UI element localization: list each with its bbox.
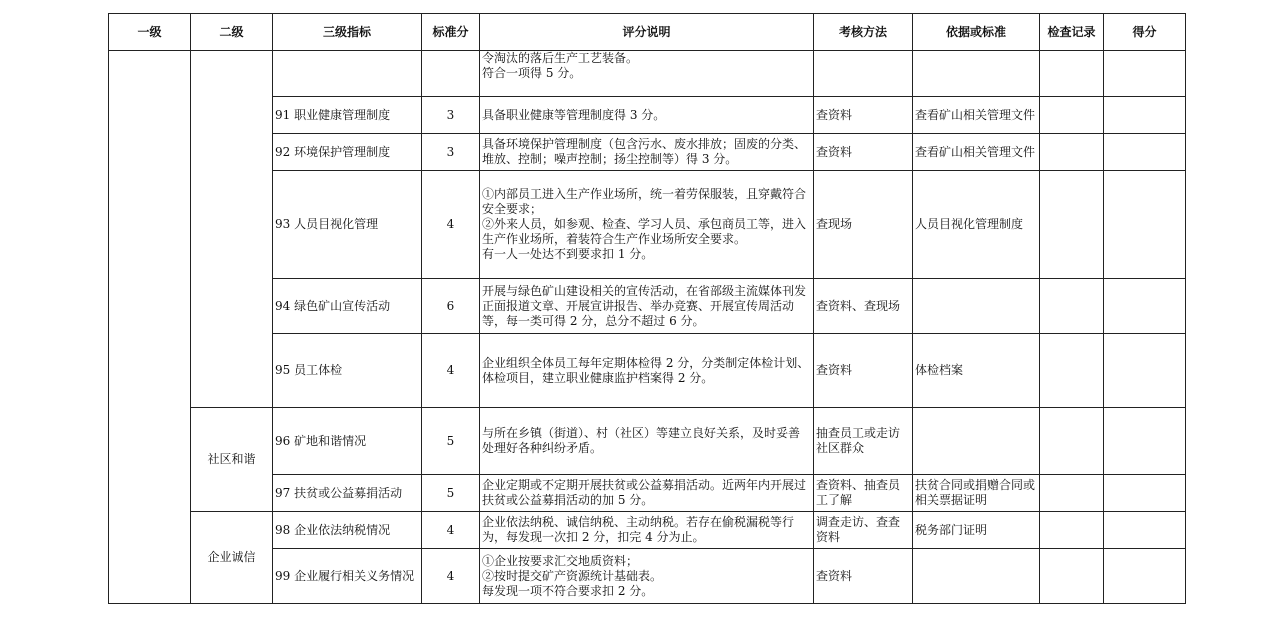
check-record-cell[interactable] — [1040, 279, 1104, 334]
level1-cell — [109, 51, 191, 604]
score-cell: 4 — [422, 549, 480, 604]
table-row — [109, 512, 1186, 549]
indicator-cell: 97 扶贫或公益募捐活动 — [273, 475, 422, 512]
description-cell: ①企业按要求汇交地质资料； ②按时提交矿产资源统计基础表。 每发现一项不符合要求扣 2 分。 — [480, 549, 814, 604]
score-result-cell[interactable] — [1104, 97, 1186, 134]
method-cell: 查资料 — [814, 334, 913, 408]
score-cell: 6 — [422, 279, 480, 334]
header-level3-indicator: 三级指标 — [273, 14, 422, 51]
score-result-cell[interactable] — [1104, 549, 1186, 604]
score-result-cell[interactable] — [1104, 171, 1186, 279]
header-level2: 二级 — [191, 14, 273, 51]
check-record-cell[interactable] — [1040, 171, 1104, 279]
basis-cell: 查看矿山相关管理文件 — [913, 134, 1040, 171]
header-basis: 依据或标准 — [913, 14, 1040, 51]
method-cell: 查资料 — [814, 134, 913, 171]
check-record-cell[interactable] — [1040, 408, 1104, 475]
score-cell: 4 — [422, 512, 480, 549]
score-result-cell[interactable] — [1104, 51, 1186, 97]
check-record-cell[interactable] — [1040, 512, 1104, 549]
basis-cell: 体检档案 — [913, 334, 1040, 408]
basis-cell — [913, 51, 1040, 97]
method-cell: 查资料、抽查员工了解 — [814, 475, 913, 512]
score-cell: 5 — [422, 408, 480, 475]
header-score: 得分 — [1104, 14, 1186, 51]
check-record-cell[interactable] — [1040, 97, 1104, 134]
basis-cell: 人员目视化管理制度 — [913, 171, 1040, 279]
method-cell: 查资料 — [814, 97, 913, 134]
indicator-cell: 98 企业依法纳税情况 — [273, 512, 422, 549]
header-description: 评分说明 — [480, 14, 814, 51]
score-result-cell[interactable] — [1104, 512, 1186, 549]
indicator-cell: 94 绿色矿山宣传活动 — [273, 279, 422, 334]
table-row — [109, 51, 1186, 97]
score-cell: 5 — [422, 475, 480, 512]
check-record-cell[interactable] — [1040, 334, 1104, 408]
description-cell: 企业依法纳税、诚信纳税、主动纳税。若存在偷税漏税等行为，每发现一次扣 2 分，扣完 4 分为止。 — [480, 512, 814, 549]
basis-cell: 税务部门证明 — [913, 512, 1040, 549]
score-result-cell[interactable] — [1104, 134, 1186, 171]
indicator-cell: 92 环境保护管理制度 — [273, 134, 422, 171]
indicator-cell — [273, 51, 422, 97]
indicator-cell: 93 人员目视化管理 — [273, 171, 422, 279]
level2-corporate-integrity: 企业诚信 — [191, 512, 273, 604]
basis-cell — [913, 408, 1040, 475]
score-cell: 3 — [422, 134, 480, 171]
header-standard-score: 标准分 — [422, 14, 480, 51]
score-result-cell[interactable] — [1104, 334, 1186, 408]
basis-cell: 查看矿山相关管理文件 — [913, 97, 1040, 134]
description-cell: 令淘汰的落后生产工艺装备。 符合一项得 5 分。 — [480, 51, 814, 97]
header-method: 考核方法 — [814, 14, 913, 51]
description-cell: 具备环境保护管理制度（包含污水、废水排放；固废的分类、堆放、控制；噪声控制；扬尘控制等）得 3 分。 — [480, 134, 814, 171]
indicator-cell: 91 职业健康管理制度 — [273, 97, 422, 134]
description-cell: 与所在乡镇（街道）、村（社区）等建立良好关系，及时妥善处理好各种纠纷矛盾。 — [480, 408, 814, 475]
basis-cell — [913, 549, 1040, 604]
score-cell: 4 — [422, 171, 480, 279]
description-cell: 开展与绿色矿山建设相关的宣传活动，在省部级主流媒体刊发正面报道文章、开展宣讲报告、举办竞赛、开展宣传周活动等，每一类可得 2 分，总分不超过 6 分。 — [480, 279, 814, 334]
score-cell: 3 — [422, 97, 480, 134]
method-cell: 查资料、查现场 — [814, 279, 913, 334]
description-cell: 具备职业健康等管理制度得 3 分。 — [480, 97, 814, 134]
score-result-cell[interactable] — [1104, 408, 1186, 475]
header-check-record: 检查记录 — [1040, 14, 1104, 51]
level2-cell — [191, 51, 273, 408]
level2-community-harmony: 社区和谐 — [191, 408, 273, 512]
header-row — [109, 14, 1186, 51]
indicator-cell: 99 企业履行相关义务情况 — [273, 549, 422, 604]
score-result-cell[interactable] — [1104, 475, 1186, 512]
check-record-cell[interactable] — [1040, 51, 1104, 97]
method-cell: 查资料 — [814, 549, 913, 604]
score-cell: 4 — [422, 334, 480, 408]
method-cell: 查现场 — [814, 171, 913, 279]
score-cell — [422, 51, 480, 97]
description-cell: ①内部员工进入生产作业场所，统一着劳保服装，且穿戴符合安全要求； ②外来人员，如参观、检查、学习人员、承包商员工等，进入生产作业场所，着装符合生产作业场所安全要求。 有一人一处达不到要求扣 1 分。 — [480, 171, 814, 279]
description-cell: 企业定期或不定期开展扶贫或公益募捐活动。近两年内开展过扶贫或公益募捐活动的加 5 分。 — [480, 475, 814, 512]
header-level1: 一级 — [109, 14, 191, 51]
evaluation-table — [108, 13, 1186, 604]
indicator-cell: 95 员工体检 — [273, 334, 422, 408]
check-record-cell[interactable] — [1040, 549, 1104, 604]
method-cell: 抽查员工或走访社区群众 — [814, 408, 913, 475]
check-record-cell[interactable] — [1040, 134, 1104, 171]
description-cell: 企业组织全体员工每年定期体检得 2 分，分类制定体检计划、体检项目，建立职业健康监护档案得 2 分。 — [480, 334, 814, 408]
method-cell: 调查走访、查查资料 — [814, 512, 913, 549]
check-record-cell[interactable] — [1040, 475, 1104, 512]
method-cell — [814, 51, 913, 97]
score-result-cell[interactable] — [1104, 279, 1186, 334]
basis-cell — [913, 279, 1040, 334]
basis-cell: 扶贫合同或捐赠合同或相关票据证明 — [913, 475, 1040, 512]
table-row — [109, 408, 1186, 475]
indicator-cell: 96 矿地和谐情况 — [273, 408, 422, 475]
